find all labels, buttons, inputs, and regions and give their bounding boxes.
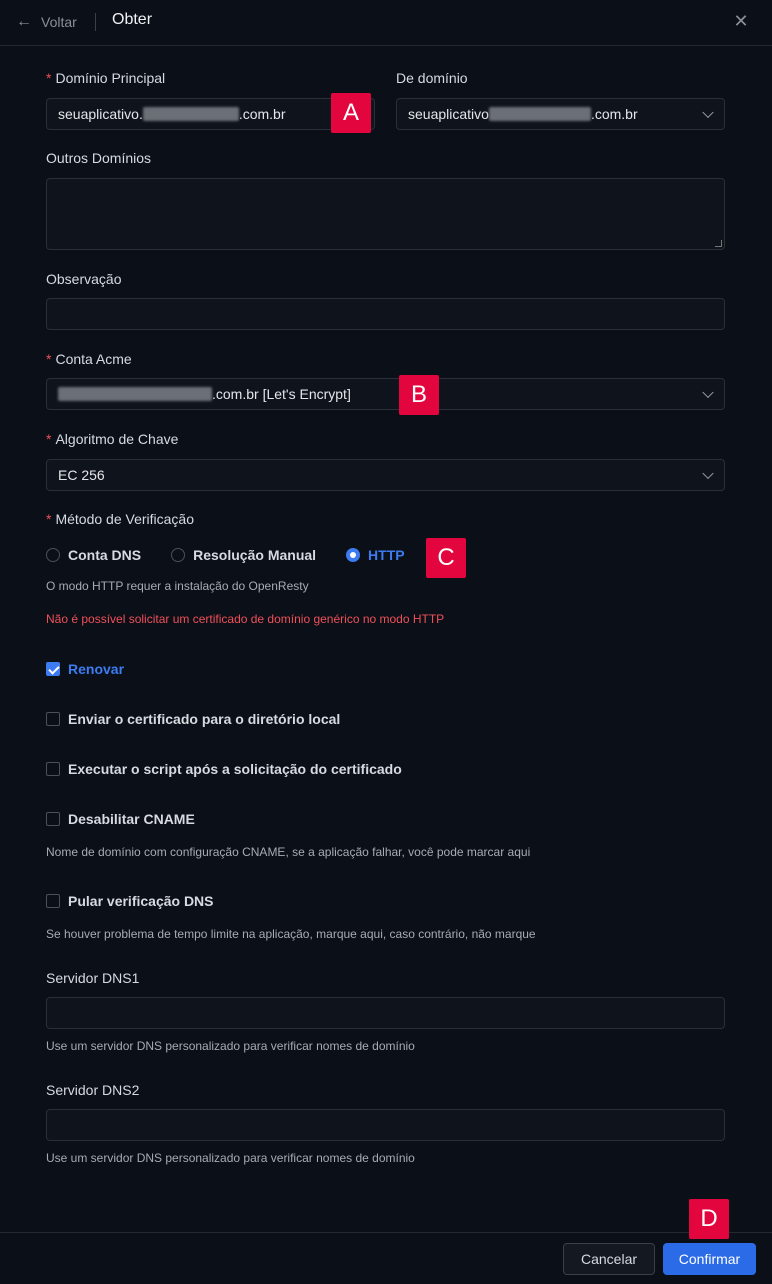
close-icon[interactable]: ✕ <box>733 11 749 31</box>
exec-script-label: Executar o script após a solicitação do certificado <box>68 761 402 777</box>
verification-method-label <box>46 511 194 527</box>
checkbox-icon <box>46 762 60 776</box>
other-domains-label: Outros Domínios <box>46 150 152 166</box>
skip-dns-checkbox[interactable] <box>46 891 214 911</box>
header-divider <box>95 13 96 31</box>
primary-domain-label-text: Domínio Principal <box>55 70 166 86</box>
resize-handle-icon[interactable] <box>715 240 722 247</box>
from-domain-label: De domínio <box>396 70 468 86</box>
annotation-badge-b: B <box>399 375 439 415</box>
page-title: Obter <box>112 11 153 28</box>
acme-account-suffix: .com.br [Let's Encrypt] <box>212 386 351 402</box>
exec-script-checkbox[interactable] <box>46 759 402 779</box>
checkbox-icon <box>46 812 60 826</box>
confirm-button[interactable]: Confirmar <box>663 1243 756 1275</box>
radio-dns-account-label: Conta DNS <box>68 547 142 563</box>
dns2-help: Use um servidor DNS personalizado para verificar nomes de domínio <box>46 1151 415 1165</box>
acme-account-select[interactable] <box>46 378 725 410</box>
dns2-label: Servidor DNS2 <box>46 1082 140 1098</box>
required-mark: * <box>46 70 52 86</box>
other-domains-textarea[interactable] <box>46 178 725 250</box>
push-local-label: Enviar o certificado para o diretório local <box>68 711 341 727</box>
from-domain-select[interactable] <box>396 98 725 130</box>
renew-label: Renovar <box>68 661 125 677</box>
dns1-label: Servidor DNS1 <box>46 970 140 986</box>
drawer-footer <box>0 1232 772 1284</box>
key-algorithm-value: EC 256 <box>58 467 105 483</box>
required-mark: * <box>46 431 52 447</box>
observation-input[interactable] <box>46 298 725 330</box>
observation-label: Observação <box>46 271 122 287</box>
annotation-badge-a: A <box>331 93 371 133</box>
radio-checked-icon <box>346 548 360 562</box>
disable-cname-checkbox[interactable] <box>46 809 195 829</box>
back-button[interactable] <box>16 12 77 32</box>
from-domain-prefix: seuaplicativo <box>408 106 489 122</box>
renew-checkbox[interactable] <box>46 659 124 679</box>
chevron-down-icon <box>702 387 713 398</box>
radio-http-label: HTTP <box>368 547 405 563</box>
skip-dns-help: Se houver problema de tempo limite na aplicação, marque aqui, caso contrário, não marque <box>46 927 536 941</box>
primary-domain-label <box>46 70 165 86</box>
annotation-badge-c: C <box>426 538 466 578</box>
disable-cname-label: Desabilitar CNAME <box>68 811 195 827</box>
radio-http[interactable] <box>346 547 405 563</box>
primary-domain-prefix: seuaplicativo. <box>58 106 143 122</box>
acme-account-label-text: Conta Acme <box>55 351 132 367</box>
radio-manual-resolution-label: Resolução Manual <box>193 547 317 563</box>
verification-method-label-text: Método de Verificação <box>55 511 194 527</box>
from-domain-suffix: .com.br <box>590 106 638 122</box>
acme-account-label <box>46 351 132 367</box>
dns1-help: Use um servidor DNS personalizado para verificar nomes de domínio <box>46 1039 415 1053</box>
dns2-input[interactable] <box>46 1109 725 1141</box>
key-algorithm-label <box>46 431 178 447</box>
http-mode-help: O modo HTTP requer a instalação do OpenResty <box>46 579 309 593</box>
push-local-checkbox[interactable] <box>46 709 340 729</box>
radio-circle-icon <box>46 548 60 562</box>
required-mark: * <box>46 511 52 527</box>
chevron-down-icon <box>702 468 713 479</box>
redacted-text <box>58 387 212 401</box>
arrow-left-icon: ← <box>16 13 32 30</box>
key-algorithm-label-text: Algoritmo de Chave <box>55 431 179 447</box>
dns1-input[interactable] <box>46 997 725 1029</box>
required-mark: * <box>46 351 52 367</box>
annotation-badge-d: D <box>689 1199 729 1239</box>
disable-cname-help: Nome de domínio com configuração CNAME, se a aplicação falhar, você pode marcar aqui <box>46 845 531 859</box>
checkbox-icon <box>46 894 60 908</box>
radio-dns-account[interactable] <box>46 547 141 563</box>
redacted-text <box>143 107 239 121</box>
redacted-text <box>489 107 591 121</box>
skip-dns-label: Pular verificação DNS <box>68 893 214 909</box>
http-mode-warning: Não é possível solicitar um certificado de domínio genérico no modo HTTP <box>46 612 445 626</box>
key-algorithm-select[interactable] <box>46 459 725 491</box>
checkbox-icon <box>46 712 60 726</box>
radio-circle-icon <box>171 548 185 562</box>
cancel-button[interactable]: Cancelar <box>563 1243 655 1275</box>
primary-domain-suffix: .com.br <box>238 106 286 122</box>
primary-domain-input[interactable] <box>46 98 375 130</box>
radio-manual-resolution[interactable] <box>171 547 316 563</box>
drawer-header <box>0 0 772 46</box>
chevron-down-icon <box>702 107 713 118</box>
checkbox-checked-icon <box>46 662 60 676</box>
verification-method-radio-group <box>46 545 435 565</box>
back-label: Voltar <box>41 14 77 30</box>
